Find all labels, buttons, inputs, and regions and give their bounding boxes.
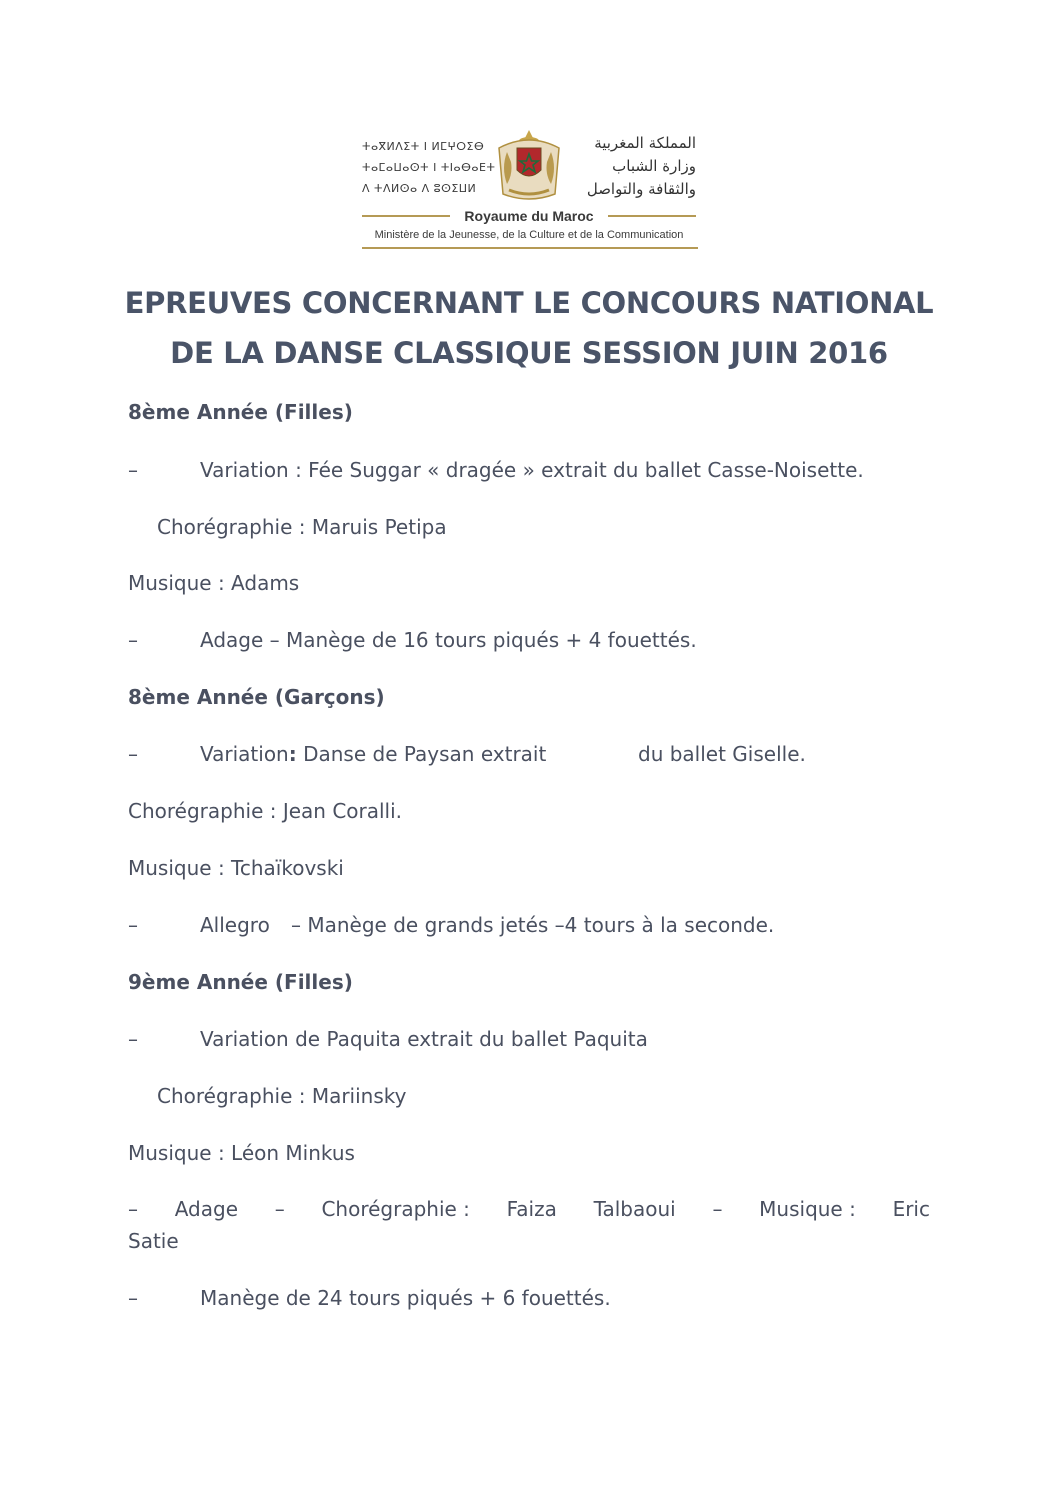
list-item-text: Adage – Manège de 16 tours piqués + 4 fouettés. xyxy=(200,628,697,652)
bullet-dash: – xyxy=(128,742,138,766)
music-line: Musique : Léon Minkus xyxy=(128,1141,355,1165)
section-heading: 8ème Année (Garçons) xyxy=(128,685,385,709)
choreography-line: Chorégraphie : Jean Coralli. xyxy=(128,799,403,823)
section-heading: 9ème Année (Filles) xyxy=(128,970,353,994)
arabic-line: وزارة الشباب xyxy=(612,157,696,175)
justified-list-item xyxy=(128,1194,930,1224)
word: – xyxy=(274,1197,285,1221)
document-title xyxy=(60,278,998,378)
gold-divider xyxy=(362,247,698,249)
list-item-text-cont: du ballet Giselle. xyxy=(638,742,806,766)
word: Adage xyxy=(174,1197,238,1221)
coat-of-arms-icon xyxy=(495,128,563,204)
choreography-line: Chorégraphie : Mariinsky xyxy=(157,1084,407,1108)
variation-word: Variation xyxy=(200,742,289,766)
arabic-text-block xyxy=(566,132,696,201)
bullet-dash: – xyxy=(128,913,138,937)
word: – xyxy=(712,1197,723,1221)
colon: : xyxy=(288,742,297,766)
bullet-dash: – xyxy=(128,1286,138,1310)
music-line: Musique : Tchaïkovski xyxy=(128,856,344,880)
tifinagh-line: ⵜⴰⵎⴰⵡⴰⵙⵜ ⵏ ⵜⵏⴰⴱⴰⴹⵜ xyxy=(362,161,496,174)
ministry-name: Ministère de la Jeunesse, de la Culture et de la Communication xyxy=(374,229,684,241)
word: Chorégraphie : xyxy=(321,1197,470,1221)
list-item-text-cont: – Manège de grands jetés –4 tours à la seconde. xyxy=(291,913,775,937)
word: Eric xyxy=(892,1197,930,1221)
gold-divider xyxy=(608,215,696,217)
section-heading: 8ème Année (Filles) xyxy=(128,400,353,424)
list-item-continuation: Satie xyxy=(128,1229,179,1253)
list-item-text: Variation : Fée Suggar « dragée » extrait du ballet Casse-Noisette. xyxy=(200,458,864,482)
word: Musique : xyxy=(759,1197,856,1221)
arabic-line: والثقافة والتواصل xyxy=(586,180,696,198)
variation-desc: Danse de Paysan extrait xyxy=(296,742,547,766)
bullet-dash: – xyxy=(128,1027,138,1051)
list-item-text xyxy=(200,739,546,769)
bullet-dash: – xyxy=(128,458,138,482)
tifinagh-text-block xyxy=(362,136,496,199)
arabic-line: المملكة المغربية xyxy=(594,134,696,152)
list-item-text: Manège de 24 tours piqués + 6 fouettés. xyxy=(200,1286,611,1310)
tifinagh-line: ⴷ ⵜⴷⵍⵙⴰ ⴷ ⵓⵙⵉⵡⵍ xyxy=(362,182,477,195)
royaume-row xyxy=(358,206,700,226)
ministry-logo-header xyxy=(358,128,700,254)
tifinagh-line: ⵜⴰⴳⵍⴷⵉⵜ ⵏ ⵍⵎⵖⵔⵉⴱ xyxy=(362,140,485,153)
title-line: EPREUVES CONCERNANT LE CONCOURS NATIONAL xyxy=(124,286,934,320)
word: Talbaoui xyxy=(593,1197,676,1221)
choreography-line: Chorégraphie : Maruis Petipa xyxy=(157,515,447,539)
music-line: Musique : Adams xyxy=(128,571,300,595)
bullet-dash: – xyxy=(128,628,138,652)
royaume-label: Royaume du Maroc xyxy=(464,208,594,224)
word: Faiza xyxy=(506,1197,557,1221)
title-line: DE LA DANSE CLASSIQUE SESSION JUIN 2016 xyxy=(170,336,888,370)
list-item-text: Allegro xyxy=(200,913,270,937)
bullet-dash: – xyxy=(128,1197,138,1221)
list-item-text: Variation de Paquita extrait du ballet Paquita xyxy=(200,1027,648,1051)
